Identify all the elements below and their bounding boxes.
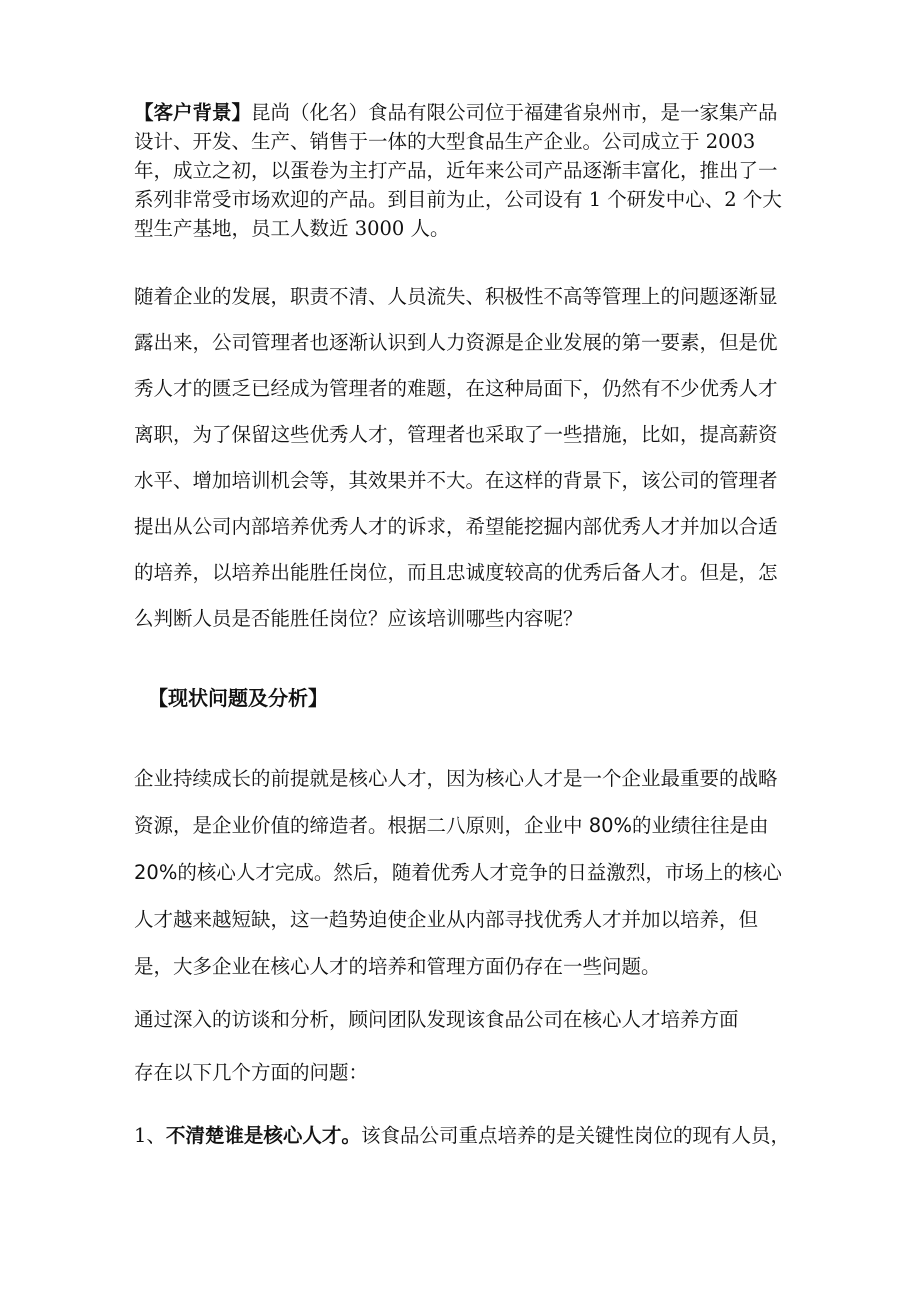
list-item-text: 该食品公司重点培养的是关键性岗位的现有人员， [360,1124,790,1147]
client-background-label: 【客户背景】 [134,101,252,124]
paragraph-analysis-line1: 通过深入的访谈和分析，顾问团队发现该食品公司在核心人才培养方面 [134,1008,739,1031]
paragraph-analysis-line2: 存在以下几个方面的问题： [134,1061,369,1084]
paragraph-client-background [134,98,794,243]
list-item-title: 不清楚谁是核心人才。 [165,1124,361,1147]
paragraph-development-issues: 随着企业的发展，职责不清、人员流失、积极性不高等管理上的问题逐渐显露出来，公司管理者也逐渐认识到人力资源是企业发展的第一要素，但是优秀人才的匮乏已经成为管理者的难题，在这种局面下，仍然有不少优秀人才离职，为了保留这些优秀人才，管理者也采取了一些措施，比如，提高薪资水平、增加培训机会等，其效果并不大。在这样的背景下，该公司的管理者提出从公司内部培养优秀人才的诉求，希望能挖掘内部优秀人才并加以合适的培养，以培养出能胜任岗位，而且忠诚度较高的优秀后备人才。但是，怎么判断人员是否能胜任岗位？应该培训哪些内容呢？ [134,285,778,630]
section-heading-current-issues: 【现状问题及分析】 [148,686,328,710]
paragraph-core-talent: 企业持续成长的前提就是核心人才，因为核心人才是一个企业最重要的战略资源，是企业价值的缔造者。根据二八原则，企业中 80%的业绩往往是由 20%的核心人才完成。然后，随着优秀人才竞争的日益激烈，市场上的核心人才越来越短缺，这一趋势迫使企业从内部寻找优秀人才并加以培养，但是，大多企业在核心人才的培养和管理方面仍存在一些问题。 [134,767,782,978]
list-item-1 [134,1121,804,1151]
client-background-text: 昆尚（化名）食品有限公司位于福建省泉州市，是一家集产品设计、开发、生产、销售于一体的大型食品生产企业。公司成立于 2003 年，成立之初，以蛋卷为主打产品，近年来公司产品逐渐丰富化，推出了一系列非常受市场欢迎的产品。到目前为止，公司设有 1 个研发中心、2 个大型生产基地，员工人数近 3000 人。 [134,101,782,240]
list-item-number: 1、 [134,1124,166,1147]
